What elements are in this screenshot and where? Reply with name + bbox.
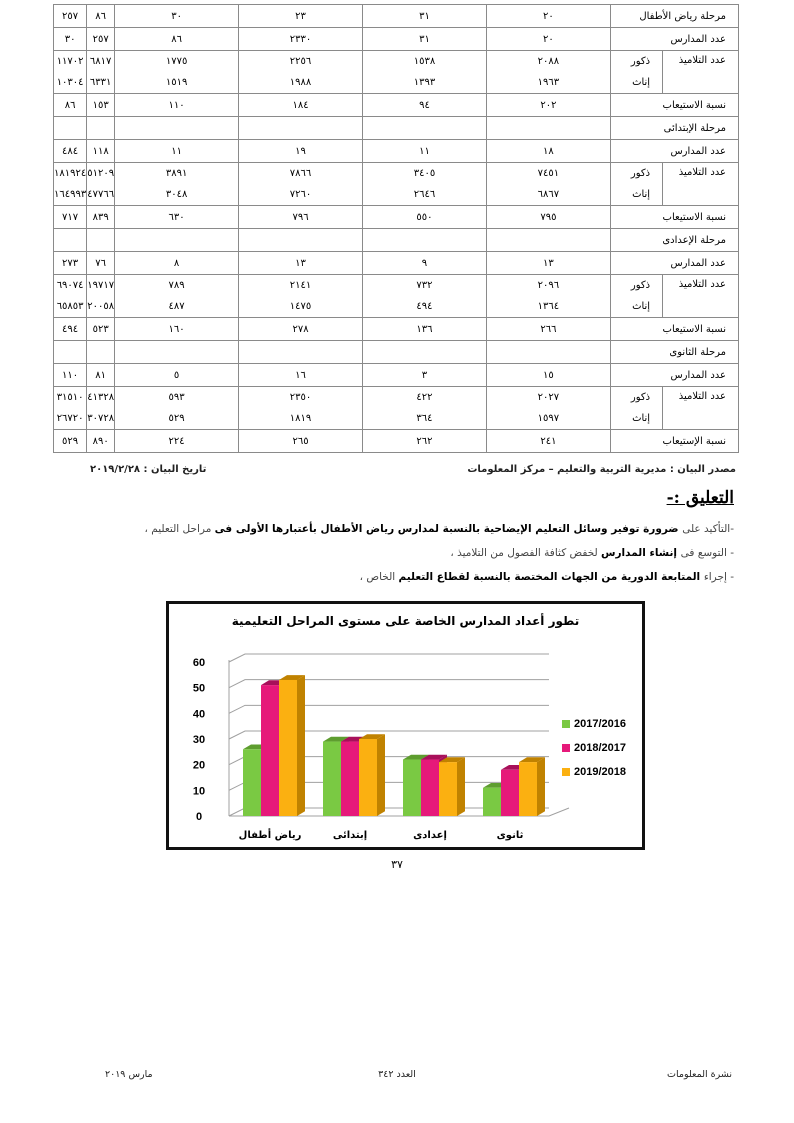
bar bbox=[243, 749, 261, 816]
table-cell: ١١٠ bbox=[115, 94, 239, 117]
bar-side bbox=[457, 757, 465, 816]
males-row bbox=[54, 275, 739, 297]
table-cell: ٢٣٣٠ bbox=[239, 28, 363, 51]
table-cell bbox=[486, 229, 610, 252]
table-cell: ٣٠٤٨ bbox=[115, 184, 239, 206]
males-row bbox=[54, 51, 739, 73]
table-cell: ٢٥٧ bbox=[87, 28, 115, 51]
row-label: عدد المدارس bbox=[610, 140, 738, 163]
legend-entry: 2018/2017 bbox=[562, 736, 626, 760]
stage-label: مرحلة الإعدادى bbox=[610, 229, 738, 252]
table-cell: ١٩ bbox=[239, 140, 363, 163]
bar bbox=[359, 739, 377, 816]
table-cell: ١٩٨٨ bbox=[239, 72, 363, 94]
x-tick-label: ثانوى bbox=[496, 830, 524, 841]
table-cell bbox=[115, 229, 239, 252]
table-cell: ٣٠ bbox=[54, 28, 87, 51]
table-cell: ١٩٧١٧ bbox=[87, 275, 115, 297]
stage-label: مرحلة الثانوى bbox=[610, 341, 738, 364]
table-cell bbox=[87, 229, 115, 252]
ratio-row bbox=[54, 94, 739, 117]
bar bbox=[483, 788, 501, 816]
x-tick-label: رياض أطفال bbox=[238, 830, 302, 841]
table-cell: ٢٣ bbox=[239, 5, 363, 28]
table-cell: ٢٦٤٦ bbox=[363, 184, 487, 206]
table-cell: ٥٢٩ bbox=[54, 430, 87, 453]
table-cell: ٨٦ bbox=[87, 5, 115, 28]
males-row bbox=[54, 387, 739, 409]
table-cell: ٢٠ bbox=[486, 5, 610, 28]
table-cell: ٤٩٤ bbox=[363, 296, 487, 318]
table-cell: ١٣٦٤ bbox=[486, 296, 610, 318]
table-cell bbox=[363, 117, 487, 140]
chart-container bbox=[166, 601, 645, 850]
y-tick-label: 50 bbox=[192, 682, 206, 695]
table-cell: ١٦٤٩٩٣ bbox=[54, 184, 87, 206]
data-source: مصدر البيان : مديرية التربية والتعليم – مركز المعلومات bbox=[467, 464, 736, 475]
stage-label: مرحلة الإبتدائى bbox=[610, 117, 738, 140]
schools-row bbox=[54, 28, 739, 51]
table-cell: ١٨٤ bbox=[239, 94, 363, 117]
table-cell: ٨٦ bbox=[115, 28, 239, 51]
row-label: نسبة الاستيعاب bbox=[610, 318, 738, 341]
footer-issue: العدد ٣٤٢ bbox=[378, 1069, 416, 1080]
y-tick-label: 60 bbox=[192, 657, 206, 669]
table-cell: ٢٢٤ bbox=[115, 430, 239, 453]
legend-swatch bbox=[562, 720, 570, 728]
table-cell: ٤٧٧٦٦ bbox=[87, 184, 115, 206]
table-cell bbox=[239, 117, 363, 140]
row-label: نسبة الاستيعاب bbox=[610, 206, 738, 229]
table-cell: ٢٣٥٠ bbox=[239, 387, 363, 409]
table-cell: ٣١ bbox=[363, 5, 487, 28]
comment-list bbox=[134, 520, 734, 592]
y-tick-label: 40 bbox=[192, 708, 206, 721]
table-cell: ١١٧٠٢ bbox=[54, 51, 87, 73]
bar-side bbox=[297, 675, 305, 816]
table-cell: ٨ bbox=[115, 252, 239, 275]
table-cell: ١١٠ bbox=[54, 364, 87, 387]
schools-row bbox=[54, 140, 739, 163]
chart-legend bbox=[562, 712, 626, 784]
table-cell: ٥٩٣ bbox=[115, 387, 239, 409]
table-cell bbox=[363, 341, 487, 364]
bar bbox=[501, 770, 519, 816]
table-cell bbox=[363, 229, 487, 252]
y-tick-label: 30 bbox=[192, 734, 206, 746]
stage-header-row bbox=[54, 341, 739, 364]
gender-label: إناث bbox=[610, 72, 662, 94]
table-cell: ٧١٧ bbox=[54, 206, 87, 229]
row-label: عدد المدارس bbox=[610, 252, 738, 275]
table-cell: ٢٥٧ bbox=[54, 5, 87, 28]
stage-header-row bbox=[54, 229, 739, 252]
gender-label: ذكور bbox=[610, 51, 662, 73]
females-row bbox=[54, 184, 739, 206]
table-cell: ١٦٠ bbox=[115, 318, 239, 341]
comment-item: - إجراء المتابعة الدورية من الجهات المختصة بالنسبة لقطاع التعليم الخاص ، bbox=[359, 571, 734, 583]
table-cell: ٣ bbox=[363, 364, 487, 387]
females-row bbox=[54, 296, 739, 318]
table-cell: ١٥ bbox=[486, 364, 610, 387]
x-tick-label: إبتدائى bbox=[332, 830, 368, 841]
footer-publication: نشرة المعلومات bbox=[667, 1069, 732, 1080]
table-cell: ٨٩٠ bbox=[87, 430, 115, 453]
statistics-table bbox=[53, 4, 739, 453]
table-cell: ٣٠٧٢٨ bbox=[87, 408, 115, 430]
table-cell bbox=[54, 117, 87, 140]
footer-date: مارس ٢٠١٩ bbox=[105, 1069, 153, 1080]
bar-side bbox=[377, 734, 385, 816]
chart-title: تطور أعداد المدارس الخاصة على مستوى المراحل التعليمية bbox=[231, 614, 580, 628]
table-cell: ١٨١٩٢٤ bbox=[54, 163, 87, 185]
legend-swatch bbox=[562, 744, 570, 752]
table-cell: ٥ bbox=[115, 364, 239, 387]
table-cell: ١٥٩٧ bbox=[486, 408, 610, 430]
bar bbox=[323, 742, 341, 816]
schools-row bbox=[54, 252, 739, 275]
table-cell: ٣٦٤ bbox=[363, 408, 487, 430]
schools-row bbox=[54, 364, 739, 387]
table-cell: ٧٤٥١ bbox=[486, 163, 610, 185]
ratio-row bbox=[54, 430, 739, 453]
table-cell: ٣٤٠٥ bbox=[363, 163, 487, 185]
table-cell: ٦٩٠٧٤ bbox=[54, 275, 87, 297]
y-tick-label: 10 bbox=[192, 785, 206, 798]
table-cell: ٦٣٣١ bbox=[87, 72, 115, 94]
table-cell: ١١ bbox=[115, 140, 239, 163]
table-cell: ٧٣٢ bbox=[363, 275, 487, 297]
y-tick-label: 20 bbox=[192, 759, 206, 772]
table-cell: ١٣٩٣ bbox=[363, 72, 487, 94]
table-cell bbox=[115, 117, 239, 140]
row-label: عدد التلاميذ bbox=[663, 387, 739, 430]
table-cell: ٩ bbox=[363, 252, 487, 275]
stage-header-row bbox=[54, 117, 739, 140]
bar bbox=[519, 762, 537, 816]
table-cell: ٢٤١ bbox=[486, 430, 610, 453]
table-cell: ٢٦٥ bbox=[239, 430, 363, 453]
table-cell: ٢٦٦ bbox=[486, 318, 610, 341]
table-cell: ٢١٤١ bbox=[239, 275, 363, 297]
males-row bbox=[54, 163, 739, 185]
table-cell: ٨٦ bbox=[54, 94, 87, 117]
table-cell bbox=[115, 341, 239, 364]
table-cell bbox=[54, 341, 87, 364]
table-cell: ٧٩٦ bbox=[239, 206, 363, 229]
table-cell: ٦٨٦٧ bbox=[486, 184, 610, 206]
table-cell: ٢٢٥٦ bbox=[239, 51, 363, 73]
bar-side bbox=[537, 757, 545, 816]
bar bbox=[421, 760, 439, 816]
bar bbox=[403, 760, 421, 816]
table-cell: ٢٧٣ bbox=[54, 252, 87, 275]
row-label: نسبة الاستيعاب bbox=[610, 94, 738, 117]
table-cell bbox=[87, 117, 115, 140]
table-cell: ٢٠٢ bbox=[486, 94, 610, 117]
legend-entry: 2019/2018 bbox=[562, 760, 626, 784]
bar bbox=[279, 680, 297, 816]
table-cell: ٦٨١٧ bbox=[87, 51, 115, 73]
table-cell: ١١٨ bbox=[87, 140, 115, 163]
table-cell: ١٥٣ bbox=[87, 94, 115, 117]
gridline bbox=[229, 654, 549, 662]
table-cell bbox=[239, 341, 363, 364]
table-cell: ١٣ bbox=[239, 252, 363, 275]
table-cell: ١٣٦ bbox=[363, 318, 487, 341]
table-cell: ٣٨٩١ bbox=[115, 163, 239, 185]
table-cell: ٢٠٨٨ bbox=[486, 51, 610, 73]
row-label: نسبة الإستيعاب bbox=[610, 430, 738, 453]
ratio-row bbox=[54, 206, 739, 229]
comment-item: - التوسع فى إنشاء المدارس لخفض كثافة الفصول من التلاميذ ، bbox=[450, 547, 734, 559]
table-cell: ١٨ bbox=[486, 140, 610, 163]
table-cell: ٢٠ bbox=[486, 28, 610, 51]
table-cell: ٢٦٢ bbox=[363, 430, 487, 453]
table-cell bbox=[239, 229, 363, 252]
table-cell: ٧٢٦٠ bbox=[239, 184, 363, 206]
row-label: عدد التلاميذ bbox=[663, 275, 739, 318]
table-cell: ٤٨٧ bbox=[115, 296, 239, 318]
row-label: عدد التلاميذ bbox=[663, 51, 739, 94]
table-cell: ٥١٢٠٩ bbox=[87, 163, 115, 185]
row-label: عدد المدارس bbox=[610, 28, 738, 51]
table-cell: ٧٦ bbox=[87, 252, 115, 275]
bar bbox=[261, 685, 279, 816]
page-number: ٣٧ bbox=[391, 858, 403, 871]
table-cell: ٤١٣٢٨ bbox=[87, 387, 115, 409]
table-cell: ١٩٦٣ bbox=[486, 72, 610, 94]
table-cell: ٤٢٢ bbox=[363, 387, 487, 409]
gender-label: ذكور bbox=[610, 387, 662, 409]
gender-label: ذكور bbox=[610, 275, 662, 297]
females-row bbox=[54, 408, 739, 430]
table-cell: ٧٨٦٦ bbox=[239, 163, 363, 185]
table-cell bbox=[54, 229, 87, 252]
comment-title: التعليق :- bbox=[666, 488, 734, 508]
table-cell: ٢٠٠٥٨ bbox=[87, 296, 115, 318]
table-cell: ٤٨٤ bbox=[54, 140, 87, 163]
table-cell: ١٧٧٥ bbox=[115, 51, 239, 73]
gender-label: ذكور bbox=[610, 163, 662, 185]
gender-label: إناث bbox=[610, 408, 662, 430]
table-cell: ١٤٧٥ bbox=[239, 296, 363, 318]
table-cell: ١٥٣٨ bbox=[363, 51, 487, 73]
legend-swatch bbox=[562, 768, 570, 776]
table-cell: ٣١٥١٠ bbox=[54, 387, 87, 409]
data-date: تاريخ البيان : ٢٠١٩/٢/٢٨ bbox=[90, 464, 207, 475]
table-cell: ٨١ bbox=[87, 364, 115, 387]
table-cell: ١٥١٩ bbox=[115, 72, 239, 94]
gender-label: إناث bbox=[610, 296, 662, 318]
females-row bbox=[54, 72, 739, 94]
table-cell: ٣٠ bbox=[115, 5, 239, 28]
table-cell: ٣١ bbox=[363, 28, 487, 51]
table-cell bbox=[486, 341, 610, 364]
table-cell: ٧٨٩ bbox=[115, 275, 239, 297]
row-label: عدد المدارس bbox=[610, 364, 738, 387]
table-cell: ٢٠٩٦ bbox=[486, 275, 610, 297]
table-cell: ٢٠٢٧ bbox=[486, 387, 610, 409]
row-label: عدد التلاميذ bbox=[663, 163, 739, 206]
table-cell: ٦٣٠ bbox=[115, 206, 239, 229]
table-cell: ١٠٣٠٤ bbox=[54, 72, 87, 94]
y-tick-label: 0 bbox=[195, 811, 203, 823]
ratio-row bbox=[54, 318, 739, 341]
table-cell: ٩٤ bbox=[363, 94, 487, 117]
stage-header-row bbox=[54, 5, 739, 28]
table-cell bbox=[87, 341, 115, 364]
table-cell: ٢٧٨ bbox=[239, 318, 363, 341]
table-cell: ١٦ bbox=[239, 364, 363, 387]
stage-label: مرحلة رياض الأطفال bbox=[610, 5, 738, 28]
bar bbox=[341, 742, 359, 816]
table-cell: ٨٣٩ bbox=[87, 206, 115, 229]
table-cell: ٤٩٤ bbox=[54, 318, 87, 341]
gender-label: إناث bbox=[610, 184, 662, 206]
table-cell: ١٣ bbox=[486, 252, 610, 275]
table-cell: ٥٥٠ bbox=[363, 206, 487, 229]
x-tick-label: إعدادى bbox=[413, 830, 447, 841]
table-cell: ٥٢٣ bbox=[87, 318, 115, 341]
comment-item: -التأكيد على ضرورة توفير وسائل التعليم الإيضاحية بالنسبة لمدارس رياض الأطفال بأعتبارها الأولى فى مراحل التعليم ، bbox=[144, 523, 734, 535]
table-cell: ٢٦٧٢٠ bbox=[54, 408, 87, 430]
table-cell: ٦٥٨٥٣ bbox=[54, 296, 87, 318]
table-cell: ٧٩٥ bbox=[486, 206, 610, 229]
bar bbox=[439, 762, 457, 816]
legend-entry: 2017/2016 bbox=[562, 712, 626, 736]
table-cell: ١١ bbox=[363, 140, 487, 163]
table-cell bbox=[486, 117, 610, 140]
table-cell: ١٨١٩ bbox=[239, 408, 363, 430]
table-cell: ٥٢٩ bbox=[115, 408, 239, 430]
